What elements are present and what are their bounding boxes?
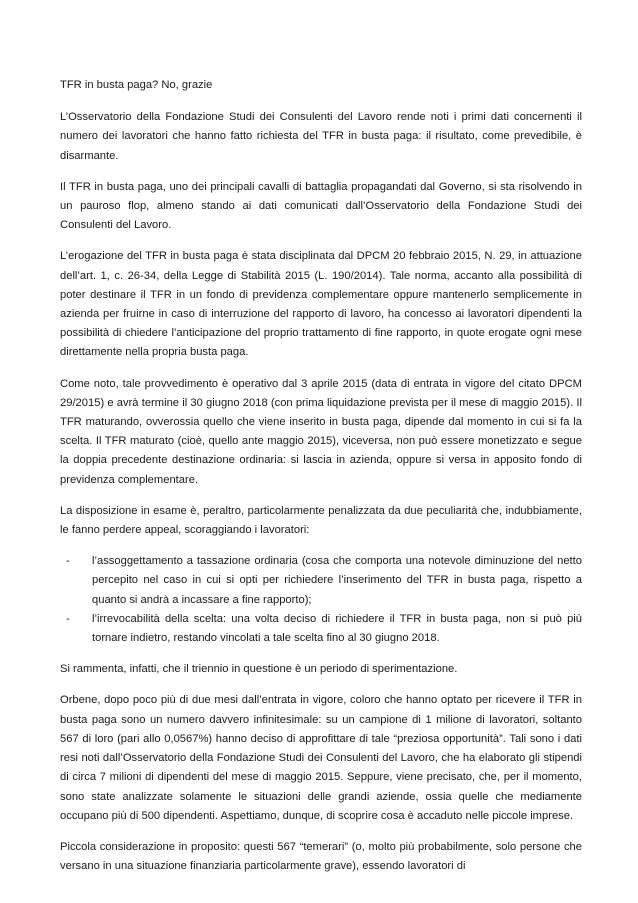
list-dash-marker: - xyxy=(66,612,70,625)
paragraph-provvedimento: Come noto, tale provvedimento è operativo dal 3 aprile 2015 (data di entrata in vigore del citato DPCM 29/2015) e avrà termine il 30 giugno 2018 (con prima liquidazione prevista per il mese di maggio 2015). Il TFR maturando, ovverossia quello che viene inserito in busta paga, dipende dal momento in cui si fa la scelta. Il TFR maturato (cioè, quello ante maggio 2015), viceversa, non può essere monetizzato e segue la doppia precedente destinazione ordinaria: si lascia in azienda, oppure si versa in apposito fondo di previdenza complementare. xyxy=(60,377,582,486)
paragraph-disposizione: La disposizione in esame è, peraltro, particolarmente penalizzata da due peculiarità che, indubbiamente, le fanno perdere appeal, scoraggiando i lavoratori: xyxy=(60,504,582,537)
document-page xyxy=(60,76,582,888)
paragraph-erogazione: L’erogazione del TFR in busta paga è stata disciplinata dal DPCM 20 febbraio 2015, N. 29, in attuazione dell’art. 1, c. 26-34, della Legge di Stabilità 2015 (L. 190/2014). Tale norma, accanto alla possibilità di poter destinare il TFR in un fondo di previdenza complementare oppure mantenerlo semplicemente in azienda per fruirne in caso di interruzione del rapporto di lavoro, ha concesso ai lavoratori dipendenti la possibilità di chiedere l’anticipazione del proprio trattamento di fine rapporto, in quote erogate ogni mese direttamente nella propria busta paga. xyxy=(60,250,582,359)
paragraph-intro: L’Osservatorio della Fondazione Studi dei Consulenti del Lavoro rende noti i primi dati concernenti il numero dei lavoratori che hanno fatto richiesta del TFR in busta paga: il risultato, come prevedibile, è disarmante. xyxy=(60,111,582,162)
paragraph-considerazione: Piccola considerazione in proposito: questi 567 “temerari” (o, molto più probabilmente, solo persone che versano in una situazione finanziaria particolarmente grave), essendo lavoratori di xyxy=(60,840,582,873)
document-title: TFR in busta paga? No, grazie xyxy=(60,79,213,91)
paragraph-sperimentazione: Si rammenta, infatti, che il triennio in questione è un periodo di sperimentazione. xyxy=(60,663,458,676)
list-item xyxy=(60,552,582,610)
list-item-text: l’irrevocabilità della scelta: una volta deciso di richiedere il TFR in busta paga, non si può più tornare indietro, restando vincolati a tale scelta fino al 30 giugno 2018. xyxy=(92,612,582,645)
peculiarity-list xyxy=(60,552,582,648)
paragraph-flop: Il TFR in busta paga, uno dei principali cavalli di battaglia propagandati dal Governo, si sta risolvendo in un pauroso flop, almeno stando ai dati comunicati dall’Osservatorio della Fondazione Studi dei Consulenti del Lavoro. xyxy=(60,180,582,232)
list-item-text: l’assoggettamento a tassazione ordinaria (cosa che comporta una notevole diminuzione del netto percepito nel caso in cui si opti per richiedere l’inserimento del TFR in busta paga, rispetto a quanto si andrà a incassare a fine rapporto); xyxy=(92,555,582,606)
list-dash-marker: - xyxy=(66,555,70,568)
paragraph-orbene: Orbene, dopo poco più di due mesi dall’entrata in vigore, coloro che hanno optato per ricevere il TFR in busta paga sono un numero davvero infinitesimale: su un campione di 1 milione di lavoratori, soltanto 567 di loro (pari allo 0,0567%) hanno deciso di approfittare di tale “preziosa opportunità”. Tali sono i dati resi noti dall’Osservatorio della Fondazione Studi dei Consulenti del Lavoro, che ha elaborato gli stipendi di circa 7 milioni di dipendenti del mese di maggio 2015. Seppure, viene precisato, che, per il momento, sono state analizzate solamente le situazioni delle grandi aziende, ossia quelle che mediamente occupano più di 500 dipendenti. Aspettiamo, dunque, di scoprire cosa è accaduto nelle piccole imprese. xyxy=(60,694,582,822)
list-item xyxy=(60,610,582,648)
